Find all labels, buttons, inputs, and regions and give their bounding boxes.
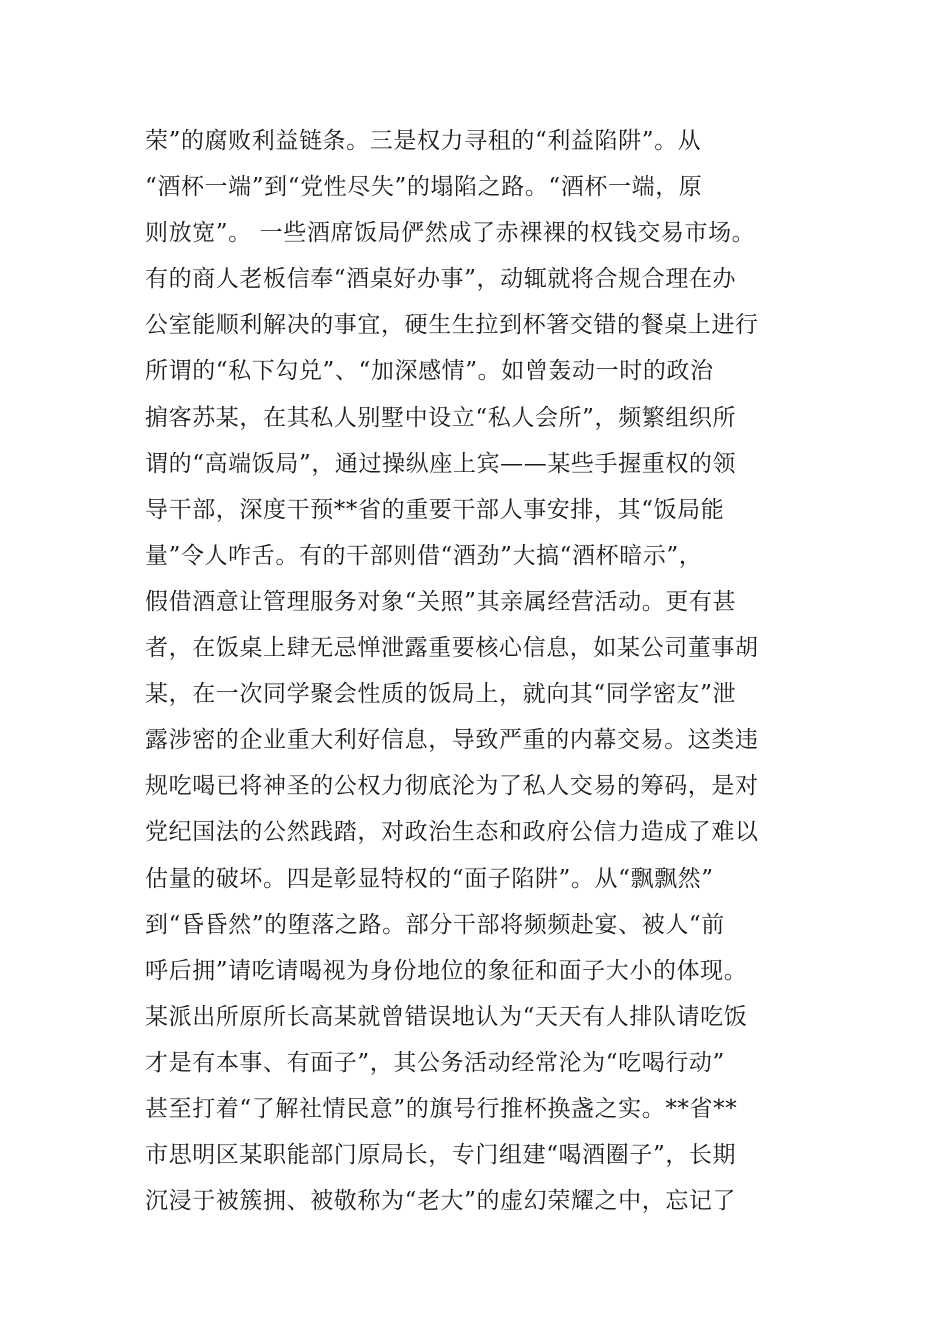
text-line: 假借酒意让管理服务对象“关照”其亲属经营活动。更有甚 (145, 588, 737, 615)
text-line: 沉浸于被簇拥、被敬称为“老大”的虚幻荣耀之中，忘记了 (145, 1188, 737, 1215)
text-line: 才是有本事、有面子”，其公务活动经常沦为“吃喝行动” (145, 1049, 725, 1076)
text-line: 者，在饭桌上肆无忌惮泄露重要核心信息，如某公司董事胡 (145, 635, 759, 662)
text-line: 某派出所原所长高某就曾错误地认为“天天有人排队请吃饭 (145, 1003, 748, 1030)
text-line: 甚至打着“了解社情民意”的旗号行推杯换盏之实。**省** (145, 1095, 738, 1122)
body-text (145, 118, 825, 1224)
text-line: 导干部，深度干预**省的重要干部人事安排，其“饭局能 (145, 496, 725, 523)
text-line: 规吃喝已将神圣的公权力彻底沦为了私人交易的筹码，是对 (145, 773, 759, 800)
text-line: 则放宽”。 一些酒席饭局俨然成了赤裸裸的权钱交易市场。 (145, 220, 756, 247)
text-line: 掮客苏某，在其私人别墅中设立“私人会所”，频繁组织所 (145, 404, 737, 431)
text-line: 市思明区某职能部门原局长，专门组建“喝酒圈子”，长期 (145, 1142, 737, 1169)
text-line: 党纪国法的公然践踏，对政治生态和政府公信力造成了难以 (145, 819, 759, 846)
text-line: 呼后拥”请吃请喝视为身份地位的象征和面子大小的体现。 (145, 957, 748, 984)
text-line: 所谓的“私下勾兑”、“加深感情”。如曾轰动一时的政治 (145, 358, 714, 385)
text-line: 某，在一次同学聚会性质的饭局上，就向其“同学密友”泄 (145, 681, 737, 708)
text-line: 露涉密的企业重大利好信息，导致严重的内幕交易。这类违 (145, 727, 759, 754)
text-line: “酒杯一端”到“党性尽失”的塌陷之路。“酒杯一端，原 (145, 174, 703, 201)
text-line: 荣”的腐败利益链条。三是权力寻租的“利益陷阱”。从 (145, 128, 702, 154)
text-line: 到“昏昏然”的堕落之路。部分干部将频频赴宴、被人“前 (145, 911, 725, 938)
text-line: 公室能顺利解决的事宜，硬生生拉到杯箸交错的餐桌上进行 (145, 312, 759, 339)
text-line: 估量的破坏。四是彰显特权的“面子陷阱”。从“飘飘然” (145, 865, 714, 892)
text-line: 有的商人老板信奉“酒桌好办事”，动辄就将合规合理在办 (145, 266, 737, 293)
text-line: 谓的“高端饭局”，通过操纵座上宾——某些手握重权的领 (145, 450, 737, 477)
text-line: 量”令人咋舌。有的干部则借“酒劲”大搞“酒杯暗示”， (145, 542, 703, 569)
